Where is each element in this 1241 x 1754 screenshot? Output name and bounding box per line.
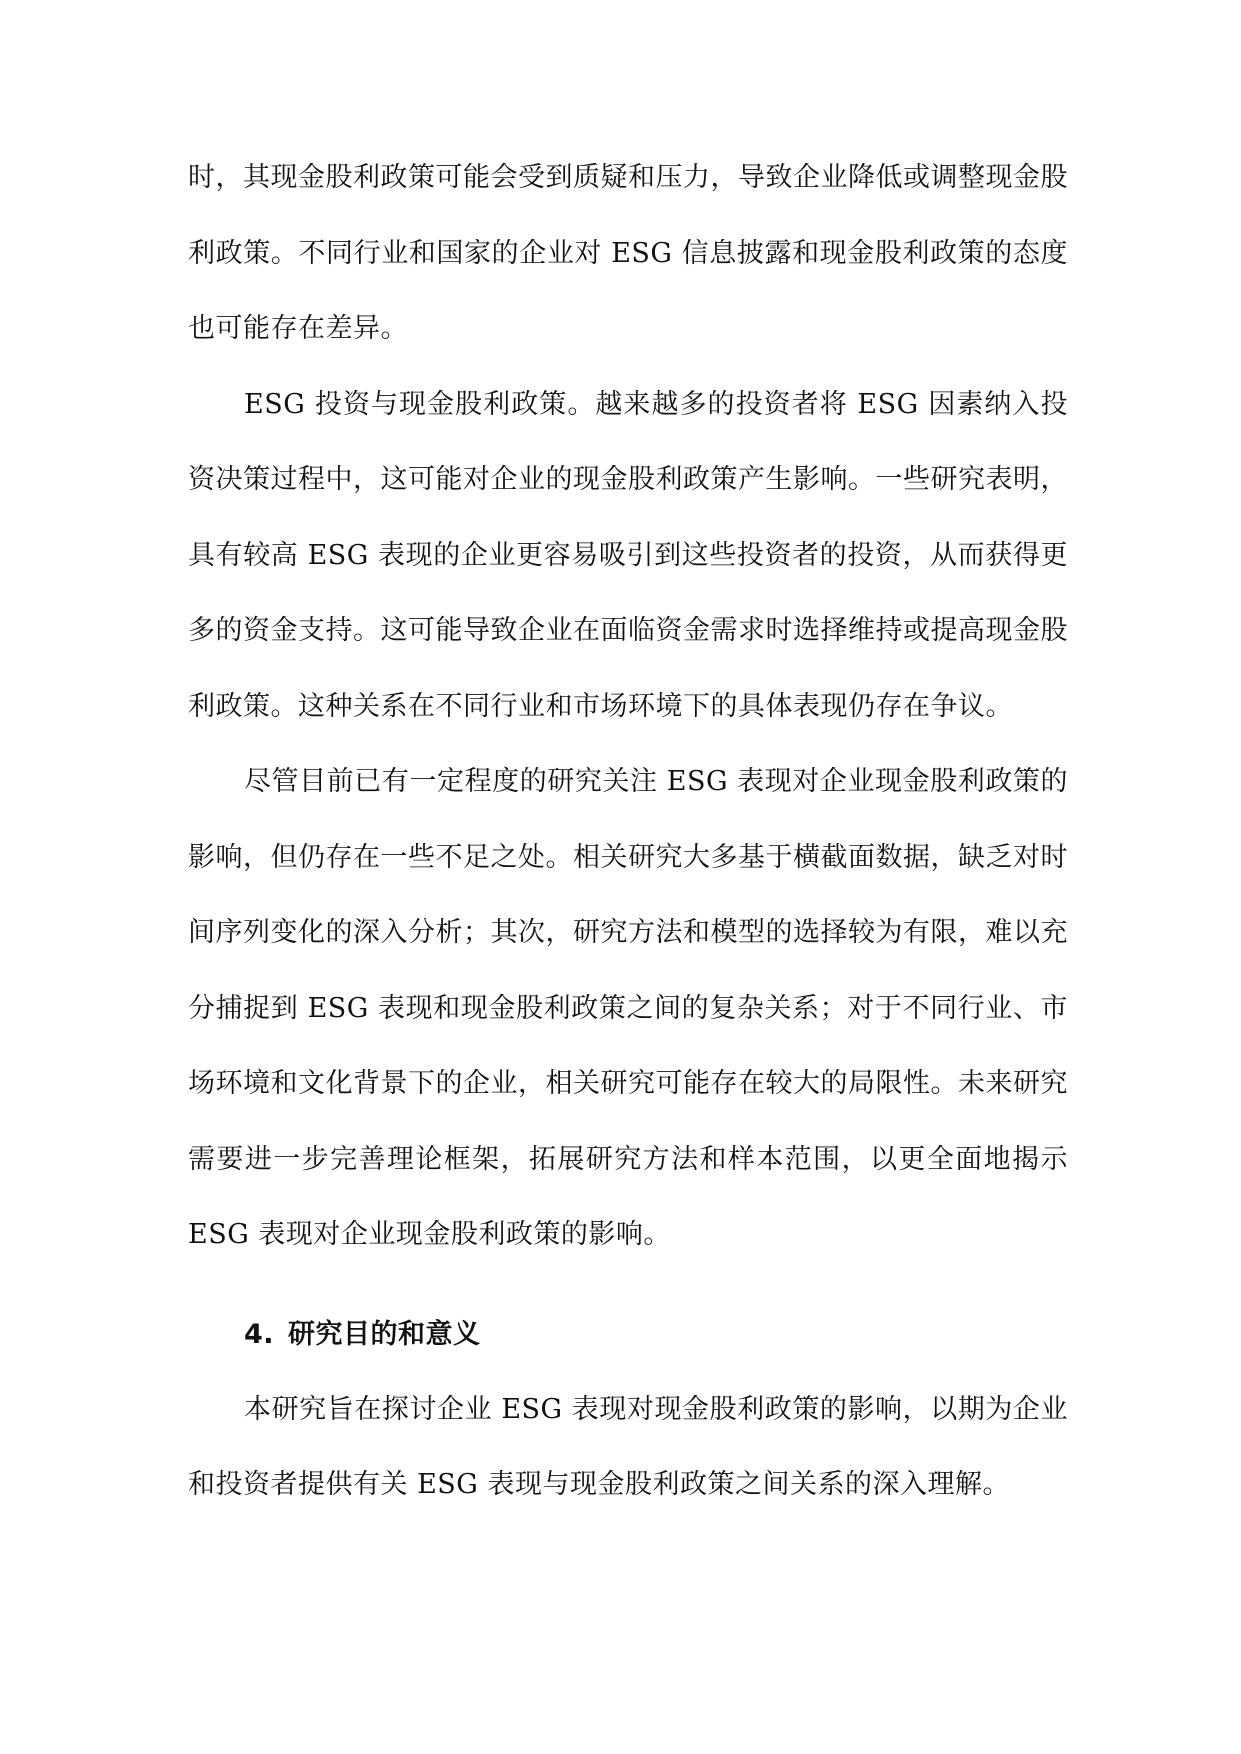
section-number: 4. <box>244 1318 275 1350</box>
paragraph-esg-investment: ESG 投资与现金股利政策。越来越多的投资者将 ESG 因素纳入投资决策过程中，这可能对企业的现金股利政策产生影响。一些研究表明，具有较高 ESG 表现的企业更容易吸引到这些投资者的投资，从而获得更多的资金支持。这可能导致企业在面临资金需求时选择维持或提高现金股利政策。这种关系在不同行业和市场环境下的具体表现仍存在争议。 <box>188 388 1068 722</box>
section-title: 研究目的和意义 <box>288 1318 481 1350</box>
section-heading <box>188 1297 1068 1372</box>
document-body <box>188 140 1068 1523</box>
paragraph-research-purpose: 本研究旨在探讨企业 ESG 表现对现金股利政策的影响，以期为企业和投资者提供有关 ESG 表现与现金股利政策之间关系的深入理解。 <box>188 1393 1068 1500</box>
paragraph-research-gaps: 尽管目前已有一定程度的研究关注 ESG 表现对企业现金股利政策的影响，但仍存在一些不足之处。相关研究大多基于横截面数据，缺乏对时间序列变化的深入分析；其次，研究方法和模型的选择较为有限，难以充分捕捉到 ESG 表现和现金股利政策之间的复杂关系；对于不同行业、市场环境和文化背景下的企业，相关研究可能存在较大的局限性。未来研究需要进一步完善理论框架，拓展研究方法和样本范围，以更全面地揭示 ESG 表现对企业现金股利政策的影响。 <box>188 766 1068 1250</box>
paragraph-continuation: 时，其现金股利政策可能会受到质疑和压力，导致企业降低或调整现金股利政策。不同行业和国家的企业对 ESG 信息披露和现金股利政策的态度也可能存在差异。 <box>188 162 1068 344</box>
